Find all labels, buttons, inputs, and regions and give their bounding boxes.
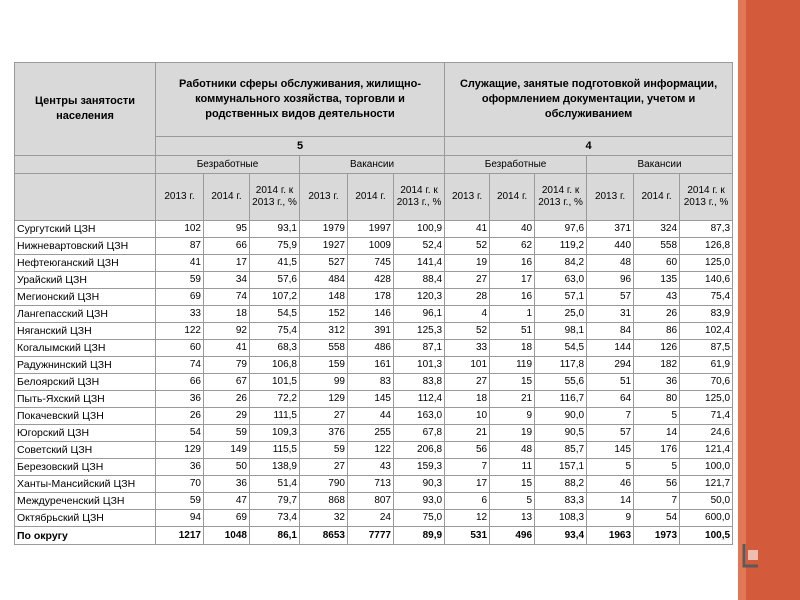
row-value-cell: 52 bbox=[445, 238, 490, 255]
row-center-name: Ханты-Мансийский ЦЗН bbox=[15, 476, 156, 493]
row-value-cell: 145 bbox=[348, 391, 394, 408]
row-value-cell: 26 bbox=[204, 391, 250, 408]
row-value-cell: 115,5 bbox=[250, 442, 300, 459]
table-row bbox=[15, 391, 733, 408]
row-value-cell: 157,1 bbox=[535, 459, 587, 476]
header-year-2014: 2014 г. bbox=[348, 174, 394, 221]
row-value-cell: 7 bbox=[587, 408, 634, 425]
row-value-cell: 70 bbox=[156, 476, 204, 493]
row-value-cell: 69 bbox=[204, 510, 250, 527]
row-center-name: Советский ЦЗН bbox=[15, 442, 156, 459]
employment-table bbox=[14, 62, 733, 545]
row-value-cell: 100,5 bbox=[680, 527, 733, 545]
row-center-name: Няганский ЦЗН bbox=[15, 323, 156, 340]
row-value-cell: 14 bbox=[634, 425, 680, 442]
row-value-cell: 60 bbox=[634, 255, 680, 272]
row-value-cell: 5 bbox=[587, 459, 634, 476]
row-value-cell: 27 bbox=[300, 408, 348, 425]
header-blank-year bbox=[15, 174, 156, 221]
row-value-cell: 50 bbox=[204, 459, 250, 476]
row-value-cell: 713 bbox=[348, 476, 394, 493]
row-value-cell: 7 bbox=[445, 459, 490, 476]
row-center-name: Березовский ЦЗН bbox=[15, 459, 156, 476]
row-value-cell: 16 bbox=[490, 289, 535, 306]
row-value-cell: 27 bbox=[445, 374, 490, 391]
row-value-cell: 33 bbox=[156, 306, 204, 323]
row-value-cell: 255 bbox=[348, 425, 394, 442]
row-value-cell: 75,4 bbox=[250, 323, 300, 340]
row-value-cell: 140,6 bbox=[680, 272, 733, 289]
row-value-cell: 129 bbox=[156, 442, 204, 459]
row-value-cell: 19 bbox=[445, 255, 490, 272]
row-value-cell: 46 bbox=[587, 476, 634, 493]
row-value-cell: 1217 bbox=[156, 527, 204, 545]
row-value-cell: 107,2 bbox=[250, 289, 300, 306]
row-value-cell: 122 bbox=[156, 323, 204, 340]
row-value-cell: 99 bbox=[300, 374, 348, 391]
row-value-cell: 93,0 bbox=[394, 493, 445, 510]
row-value-cell: 117,8 bbox=[535, 357, 587, 374]
row-value-cell: 93,4 bbox=[535, 527, 587, 545]
row-value-cell: 74 bbox=[204, 289, 250, 306]
row-value-cell: 18 bbox=[490, 340, 535, 357]
header-unemployed-4: Безработные bbox=[445, 156, 587, 174]
row-center-name: Нижневартовский ЦЗН bbox=[15, 238, 156, 255]
row-value-cell: 25,0 bbox=[535, 306, 587, 323]
row-value-cell: 13 bbox=[490, 510, 535, 527]
row-value-cell: 86,1 bbox=[250, 527, 300, 545]
header-year-2013: 2013 г. bbox=[156, 174, 204, 221]
row-value-cell: 152 bbox=[300, 306, 348, 323]
row-value-cell: 12 bbox=[445, 510, 490, 527]
row-value-cell: 391 bbox=[348, 323, 394, 340]
row-value-cell: 67,8 bbox=[394, 425, 445, 442]
row-value-cell: 486 bbox=[348, 340, 394, 357]
row-value-cell: 5 bbox=[490, 493, 535, 510]
row-value-cell: 54,5 bbox=[535, 340, 587, 357]
header-centers: Центры занятости населения bbox=[15, 63, 156, 156]
row-value-cell: 83 bbox=[348, 374, 394, 391]
table-row bbox=[15, 357, 733, 374]
header-unemployed-5: Безработные bbox=[156, 156, 300, 174]
row-value-cell: 61,9 bbox=[680, 357, 733, 374]
row-value-cell: 75,0 bbox=[394, 510, 445, 527]
row-value-cell: 51 bbox=[490, 323, 535, 340]
row-value-cell: 120,3 bbox=[394, 289, 445, 306]
row-value-cell: 56 bbox=[634, 476, 680, 493]
row-value-cell: 148 bbox=[300, 289, 348, 306]
row-value-cell: 27 bbox=[300, 459, 348, 476]
corner-ornament-icon bbox=[740, 540, 762, 572]
row-value-cell: 106,8 bbox=[250, 357, 300, 374]
employment-table-container bbox=[14, 62, 733, 545]
table-row bbox=[15, 374, 733, 391]
row-value-cell: 182 bbox=[634, 357, 680, 374]
row-value-cell: 1 bbox=[490, 306, 535, 323]
row-value-cell: 116,7 bbox=[535, 391, 587, 408]
row-value-cell: 10 bbox=[445, 408, 490, 425]
row-value-cell: 1973 bbox=[634, 527, 680, 545]
row-value-cell: 558 bbox=[300, 340, 348, 357]
row-value-cell: 18 bbox=[445, 391, 490, 408]
row-value-cell: 294 bbox=[587, 357, 634, 374]
row-value-cell: 96,1 bbox=[394, 306, 445, 323]
row-value-cell: 26 bbox=[634, 306, 680, 323]
row-value-cell: 36 bbox=[634, 374, 680, 391]
row-value-cell: 161 bbox=[348, 357, 394, 374]
row-value-cell: 745 bbox=[348, 255, 394, 272]
table-row bbox=[15, 221, 733, 238]
row-value-cell: 80 bbox=[634, 391, 680, 408]
header-year-2014: 2014 г. bbox=[204, 174, 250, 221]
row-value-cell: 56 bbox=[445, 442, 490, 459]
row-value-cell: 1963 bbox=[587, 527, 634, 545]
row-value-cell: 1979 bbox=[300, 221, 348, 238]
row-center-name: Югорский ЦЗН bbox=[15, 425, 156, 442]
row-value-cell: 176 bbox=[634, 442, 680, 459]
row-value-cell: 55,6 bbox=[535, 374, 587, 391]
row-value-cell: 64 bbox=[587, 391, 634, 408]
row-value-cell: 29 bbox=[204, 408, 250, 425]
row-value-cell: 24,6 bbox=[680, 425, 733, 442]
row-value-cell: 100,9 bbox=[394, 221, 445, 238]
table-row bbox=[15, 510, 733, 527]
row-value-cell: 85,7 bbox=[535, 442, 587, 459]
row-value-cell: 50,0 bbox=[680, 493, 733, 510]
row-value-cell: 126,8 bbox=[680, 238, 733, 255]
row-value-cell: 6 bbox=[445, 493, 490, 510]
row-value-cell: 27 bbox=[445, 272, 490, 289]
row-center-name: Лангепасский ЦЗН bbox=[15, 306, 156, 323]
row-value-cell: 159,3 bbox=[394, 459, 445, 476]
row-value-cell: 41 bbox=[156, 255, 204, 272]
row-center-name: Радужнинский ЦЗН bbox=[15, 357, 156, 374]
row-value-cell: 59 bbox=[300, 442, 348, 459]
row-value-cell: 101 bbox=[445, 357, 490, 374]
row-value-cell: 135 bbox=[634, 272, 680, 289]
header-year-2014: 2014 г. bbox=[634, 174, 680, 221]
row-value-cell: 88,4 bbox=[394, 272, 445, 289]
row-value-cell: 312 bbox=[300, 323, 348, 340]
table-row bbox=[15, 272, 733, 289]
row-value-cell: 63,0 bbox=[535, 272, 587, 289]
row-value-cell: 149 bbox=[204, 442, 250, 459]
row-value-cell: 72,2 bbox=[250, 391, 300, 408]
row-value-cell: 40 bbox=[490, 221, 535, 238]
row-value-cell: 83,9 bbox=[680, 306, 733, 323]
row-value-cell: 111,5 bbox=[250, 408, 300, 425]
table-row bbox=[15, 255, 733, 272]
row-value-cell: 54 bbox=[156, 425, 204, 442]
row-value-cell: 119,2 bbox=[535, 238, 587, 255]
decorative-side-bar bbox=[738, 0, 800, 600]
header-vacancies-5: Вакансии bbox=[300, 156, 445, 174]
row-value-cell: 17 bbox=[490, 272, 535, 289]
row-value-cell: 41 bbox=[204, 340, 250, 357]
row-value-cell: 57 bbox=[587, 289, 634, 306]
row-center-name: Пыть-Яхский ЦЗН bbox=[15, 391, 156, 408]
row-value-cell: 19 bbox=[490, 425, 535, 442]
row-value-cell: 178 bbox=[348, 289, 394, 306]
row-value-cell: 66 bbox=[156, 374, 204, 391]
row-value-cell: 558 bbox=[634, 238, 680, 255]
row-value-cell: 112,4 bbox=[394, 391, 445, 408]
row-value-cell: 122 bbox=[348, 442, 394, 459]
row-center-name: Междуреченский ЦЗН bbox=[15, 493, 156, 510]
row-value-cell: 11 bbox=[490, 459, 535, 476]
row-value-cell: 32 bbox=[300, 510, 348, 527]
row-value-cell: 83,8 bbox=[394, 374, 445, 391]
row-value-cell: 26 bbox=[156, 408, 204, 425]
row-value-cell: 98,1 bbox=[535, 323, 587, 340]
row-value-cell: 531 bbox=[445, 527, 490, 545]
row-value-cell: 807 bbox=[348, 493, 394, 510]
row-value-cell: 17 bbox=[445, 476, 490, 493]
row-center-name: Октябрьский ЦЗН bbox=[15, 510, 156, 527]
row-value-cell: 54 bbox=[634, 510, 680, 527]
row-value-cell: 141,4 bbox=[394, 255, 445, 272]
header-year-2014: 2014 г. bbox=[490, 174, 535, 221]
row-value-cell: 1997 bbox=[348, 221, 394, 238]
row-value-cell: 125,0 bbox=[680, 255, 733, 272]
row-value-cell: 36 bbox=[156, 459, 204, 476]
table-total-row bbox=[15, 527, 733, 545]
row-value-cell: 159 bbox=[300, 357, 348, 374]
row-value-cell: 57,1 bbox=[535, 289, 587, 306]
row-value-cell: 100,0 bbox=[680, 459, 733, 476]
row-value-cell: 51 bbox=[587, 374, 634, 391]
table-row bbox=[15, 442, 733, 459]
table-row bbox=[15, 289, 733, 306]
row-value-cell: 87 bbox=[156, 238, 204, 255]
row-value-cell: 21 bbox=[490, 391, 535, 408]
row-value-cell: 79,7 bbox=[250, 493, 300, 510]
row-value-cell: 41,5 bbox=[250, 255, 300, 272]
row-value-cell: 57,6 bbox=[250, 272, 300, 289]
row-value-cell: 36 bbox=[156, 391, 204, 408]
header-year-2013: 2013 г. bbox=[587, 174, 634, 221]
row-value-cell: 69 bbox=[156, 289, 204, 306]
row-value-cell: 9 bbox=[587, 510, 634, 527]
row-value-cell: 36 bbox=[204, 476, 250, 493]
row-value-cell: 138,9 bbox=[250, 459, 300, 476]
row-value-cell: 52,4 bbox=[394, 238, 445, 255]
row-value-cell: 324 bbox=[634, 221, 680, 238]
table-body bbox=[15, 221, 733, 545]
row-value-cell: 144 bbox=[587, 340, 634, 357]
row-value-cell: 87,1 bbox=[394, 340, 445, 357]
row-value-cell: 206,8 bbox=[394, 442, 445, 459]
row-value-cell: 90,5 bbox=[535, 425, 587, 442]
table-row bbox=[15, 340, 733, 357]
row-value-cell: 90,3 bbox=[394, 476, 445, 493]
row-center-name: Покачевский ЦЗН bbox=[15, 408, 156, 425]
row-value-cell: 371 bbox=[587, 221, 634, 238]
row-center-name: Белоярский ЦЗН bbox=[15, 374, 156, 391]
row-value-cell: 74 bbox=[156, 357, 204, 374]
table-row bbox=[15, 238, 733, 255]
row-value-cell: 89,9 bbox=[394, 527, 445, 545]
row-value-cell: 7777 bbox=[348, 527, 394, 545]
row-value-cell: 101,3 bbox=[394, 357, 445, 374]
row-value-cell: 86 bbox=[634, 323, 680, 340]
row-value-cell: 5 bbox=[634, 459, 680, 476]
row-value-cell: 70,6 bbox=[680, 374, 733, 391]
header-year-2013: 2013 г. bbox=[300, 174, 348, 221]
row-value-cell: 109,3 bbox=[250, 425, 300, 442]
row-value-cell: 14 bbox=[587, 493, 634, 510]
row-value-cell: 87,5 bbox=[680, 340, 733, 357]
row-value-cell: 102,4 bbox=[680, 323, 733, 340]
row-value-cell: 1009 bbox=[348, 238, 394, 255]
row-value-cell: 93,1 bbox=[250, 221, 300, 238]
row-value-cell: 126 bbox=[634, 340, 680, 357]
row-center-name: Урайский ЦЗН bbox=[15, 272, 156, 289]
row-value-cell: 440 bbox=[587, 238, 634, 255]
row-value-cell: 71,4 bbox=[680, 408, 733, 425]
row-value-cell: 62 bbox=[490, 238, 535, 255]
row-value-cell: 51,4 bbox=[250, 476, 300, 493]
row-value-cell: 97,6 bbox=[535, 221, 587, 238]
row-value-cell: 92 bbox=[204, 323, 250, 340]
row-value-cell: 41 bbox=[445, 221, 490, 238]
row-value-cell: 60 bbox=[156, 340, 204, 357]
row-value-cell: 7 bbox=[634, 493, 680, 510]
row-value-cell: 59 bbox=[204, 425, 250, 442]
row-value-cell: 868 bbox=[300, 493, 348, 510]
header-code-4: 4 bbox=[445, 137, 733, 156]
table-row bbox=[15, 306, 733, 323]
row-value-cell: 15 bbox=[490, 476, 535, 493]
row-value-cell: 163,0 bbox=[394, 408, 445, 425]
row-value-cell: 43 bbox=[348, 459, 394, 476]
row-value-cell: 57 bbox=[587, 425, 634, 442]
row-value-cell: 95 bbox=[204, 221, 250, 238]
row-value-cell: 75,9 bbox=[250, 238, 300, 255]
header-ratio: 2014 г. к 2013 г., % bbox=[394, 174, 445, 221]
row-value-cell: 484 bbox=[300, 272, 348, 289]
header-year-2013: 2013 г. bbox=[445, 174, 490, 221]
row-value-cell: 34 bbox=[204, 272, 250, 289]
row-value-cell: 9 bbox=[490, 408, 535, 425]
row-center-name: Мегионский ЦЗН bbox=[15, 289, 156, 306]
row-value-cell: 527 bbox=[300, 255, 348, 272]
row-value-cell: 33 bbox=[445, 340, 490, 357]
row-center-name: Когалымский ЦЗН bbox=[15, 340, 156, 357]
row-value-cell: 102 bbox=[156, 221, 204, 238]
table-row bbox=[15, 408, 733, 425]
row-center-name: Сургутский ЦЗН bbox=[15, 221, 156, 238]
row-value-cell: 15 bbox=[490, 374, 535, 391]
header-blank bbox=[15, 156, 156, 174]
table-row bbox=[15, 425, 733, 442]
row-value-cell: 496 bbox=[490, 527, 535, 545]
table-row bbox=[15, 323, 733, 340]
row-value-cell: 125,3 bbox=[394, 323, 445, 340]
table-row bbox=[15, 459, 733, 476]
row-value-cell: 79 bbox=[204, 357, 250, 374]
row-value-cell: 54,5 bbox=[250, 306, 300, 323]
row-value-cell: 87,3 bbox=[680, 221, 733, 238]
table-row bbox=[15, 476, 733, 493]
row-value-cell: 47 bbox=[204, 493, 250, 510]
row-value-cell: 59 bbox=[156, 272, 204, 289]
row-value-cell: 121,4 bbox=[680, 442, 733, 459]
decorative-side-bar-stripe bbox=[738, 0, 746, 600]
table-row bbox=[15, 493, 733, 510]
row-value-cell: 129 bbox=[300, 391, 348, 408]
row-value-cell: 21 bbox=[445, 425, 490, 442]
row-value-cell: 145 bbox=[587, 442, 634, 459]
row-value-cell: 790 bbox=[300, 476, 348, 493]
header-ratio: 2014 г. к 2013 г., % bbox=[250, 174, 300, 221]
row-value-cell: 75,4 bbox=[680, 289, 733, 306]
row-value-cell: 101,5 bbox=[250, 374, 300, 391]
header-code-5: 5 bbox=[156, 137, 445, 156]
row-value-cell: 600,0 bbox=[680, 510, 733, 527]
row-value-cell: 67 bbox=[204, 374, 250, 391]
row-value-cell: 96 bbox=[587, 272, 634, 289]
row-value-cell: 16 bbox=[490, 255, 535, 272]
row-value-cell: 4 bbox=[445, 306, 490, 323]
row-value-cell: 8653 bbox=[300, 527, 348, 545]
row-value-cell: 376 bbox=[300, 425, 348, 442]
row-value-cell: 428 bbox=[348, 272, 394, 289]
row-value-cell: 44 bbox=[348, 408, 394, 425]
header-group-5: Работники сферы обслуживания, жилищно-коммунального хозяйства, торговли и родственных видов деятельности bbox=[156, 63, 445, 137]
header-ratio: 2014 г. к 2013 г., % bbox=[680, 174, 733, 221]
row-value-cell: 108,3 bbox=[535, 510, 587, 527]
header-ratio: 2014 г. к 2013 г., % bbox=[535, 174, 587, 221]
row-value-cell: 125,0 bbox=[680, 391, 733, 408]
row-value-cell: 83,3 bbox=[535, 493, 587, 510]
row-value-cell: 68,3 bbox=[250, 340, 300, 357]
row-value-cell: 48 bbox=[490, 442, 535, 459]
row-value-cell: 59 bbox=[156, 493, 204, 510]
row-value-cell: 119 bbox=[490, 357, 535, 374]
header-vacancies-4: Вакансии bbox=[587, 156, 733, 174]
row-value-cell: 84 bbox=[587, 323, 634, 340]
row-value-cell: 94 bbox=[156, 510, 204, 527]
row-center-name: Нефтеюганский ЦЗН bbox=[15, 255, 156, 272]
row-value-cell: 31 bbox=[587, 306, 634, 323]
row-value-cell: 48 bbox=[587, 255, 634, 272]
row-value-cell: 84,2 bbox=[535, 255, 587, 272]
row-value-cell: 24 bbox=[348, 510, 394, 527]
row-value-cell: 5 bbox=[634, 408, 680, 425]
row-value-cell: 18 bbox=[204, 306, 250, 323]
row-value-cell: 1048 bbox=[204, 527, 250, 545]
row-value-cell: 146 bbox=[348, 306, 394, 323]
row-value-cell: 17 bbox=[204, 255, 250, 272]
row-value-cell: 43 bbox=[634, 289, 680, 306]
row-value-cell: 121,7 bbox=[680, 476, 733, 493]
row-value-cell: 1927 bbox=[300, 238, 348, 255]
row-value-cell: 28 bbox=[445, 289, 490, 306]
header-group-4: Служащие, занятые подготовкой информации, оформлением документации, учетом и обслуживанием bbox=[445, 63, 733, 137]
row-center-name: По округу bbox=[15, 527, 156, 545]
row-value-cell: 52 bbox=[445, 323, 490, 340]
row-value-cell: 90,0 bbox=[535, 408, 587, 425]
row-value-cell: 73,4 bbox=[250, 510, 300, 527]
row-value-cell: 66 bbox=[204, 238, 250, 255]
row-value-cell: 88,2 bbox=[535, 476, 587, 493]
